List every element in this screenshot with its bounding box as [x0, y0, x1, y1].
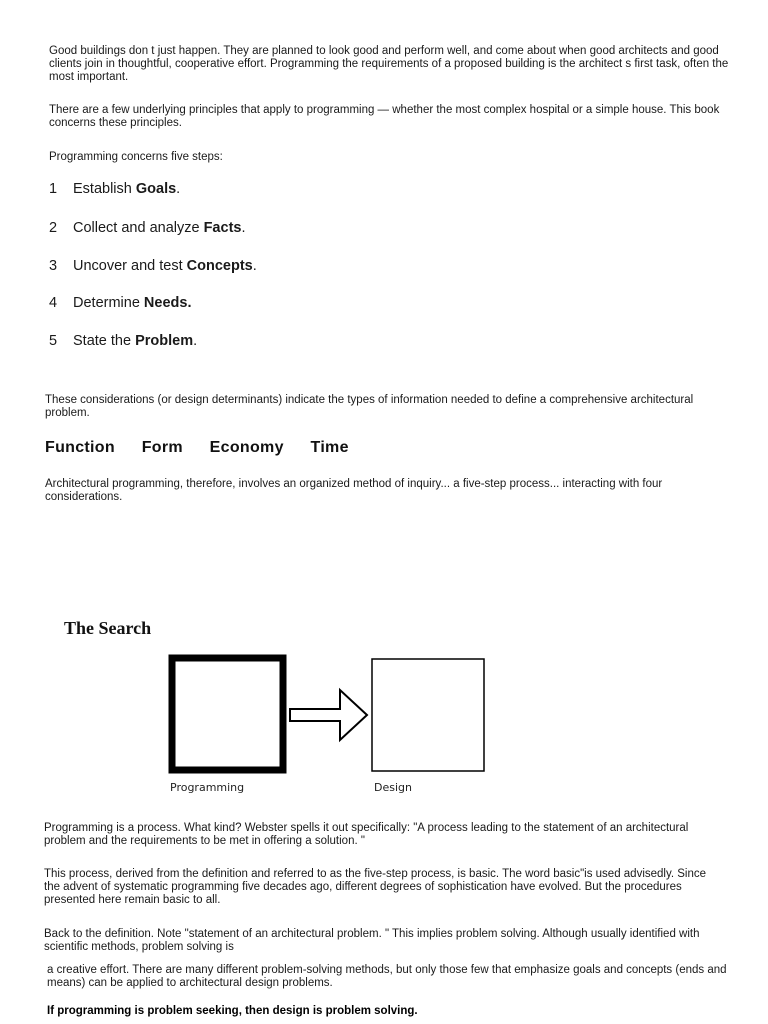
step-number: 3 [49, 258, 58, 274]
inquiry-text: Architectural programming, therefore, involves an organized method of inquiry... a five-step process... interacting with four considerations. [45, 478, 663, 503]
considerations-text: These considerations (or design determinants) indicate the types of information needed to define a comprehensive architectural problem. [45, 394, 694, 419]
step-2 [49, 220, 246, 236]
step-3 [49, 258, 257, 274]
consideration-form: Form [141, 439, 183, 456]
step-text: Determine [73, 295, 144, 311]
search-title: The Search [64, 618, 152, 638]
consideration-time: Time [310, 439, 349, 456]
design-label: Design [374, 781, 412, 794]
step-keyword: Problem [135, 333, 194, 349]
body-paragraph-4: a creative effort. There are many different problem-solving methods, but only those few that emphasize goals and concepts (ends and means) can be applied to architectural design problems. [47, 964, 727, 989]
consideration-economy: Economy [209, 439, 284, 456]
step-suffix: . [193, 333, 198, 349]
body-paragraph-2: This process, derived from the definition and referred to as the five-step process, is basic. The word basic"is used advisedly. Since the advent of systematic programming five decades ago, different degrees of sophistication have evolved. But the procedures presented here remain basic to all. [44, 868, 707, 906]
step-text: State the [73, 333, 136, 349]
step-number: 2 [49, 220, 58, 236]
arrow-right-icon [290, 690, 367, 740]
step-4 [49, 295, 191, 311]
step-number: 4 [49, 295, 58, 311]
consideration-function: Function [45, 439, 115, 456]
closing-statement: If programming is problem seeking, then design is problem solving. [47, 1005, 418, 1017]
intro-paragraph-1: Good buildings don t just happen. They are planned to look good and perform well, and come about when good architects and good clients join in thoughtful, cooperative effort. Programming the requirements of a proposed building is the architect s first task, often the most important. [49, 45, 729, 83]
step-keyword: Needs. [143, 295, 192, 311]
search-diagram [160, 648, 500, 778]
step-keyword: Facts [203, 220, 242, 236]
step-number: 1 [49, 181, 58, 197]
programming-box [172, 658, 283, 770]
design-box [372, 659, 484, 771]
step-1 [49, 181, 180, 197]
body-paragraph-3: Back to the definition. Note "statement of an architectural problem. " This implies problem solving. Although usually identified with scientific methods, problem solving is [44, 928, 700, 953]
programming-label: Programming [170, 781, 245, 794]
step-text: Collect and analyze [73, 220, 204, 236]
step-text: Establish [73, 181, 136, 197]
step-5 [49, 333, 197, 349]
intro-paragraph-2: There are a few underlying principles that apply to programming — whether the most complex hospital or a simple house. This book concerns these principles. [49, 104, 720, 129]
steps-intro: Programming concerns five steps: [49, 151, 223, 163]
step-number: 5 [49, 333, 58, 349]
step-suffix: . [176, 181, 181, 197]
considerations-list [45, 439, 371, 457]
step-keyword: Goals [135, 181, 177, 197]
step-suffix: . [241, 220, 246, 236]
step-keyword: Concepts [186, 258, 253, 274]
step-text: Uncover and test [73, 258, 187, 274]
step-suffix: . [252, 258, 257, 274]
body-paragraph-1: Programming is a process. What kind? Webster spells it out specifically: "A process leading to the statement of an architectural problem and the requirements to be met in offering a solution. " [44, 822, 689, 847]
